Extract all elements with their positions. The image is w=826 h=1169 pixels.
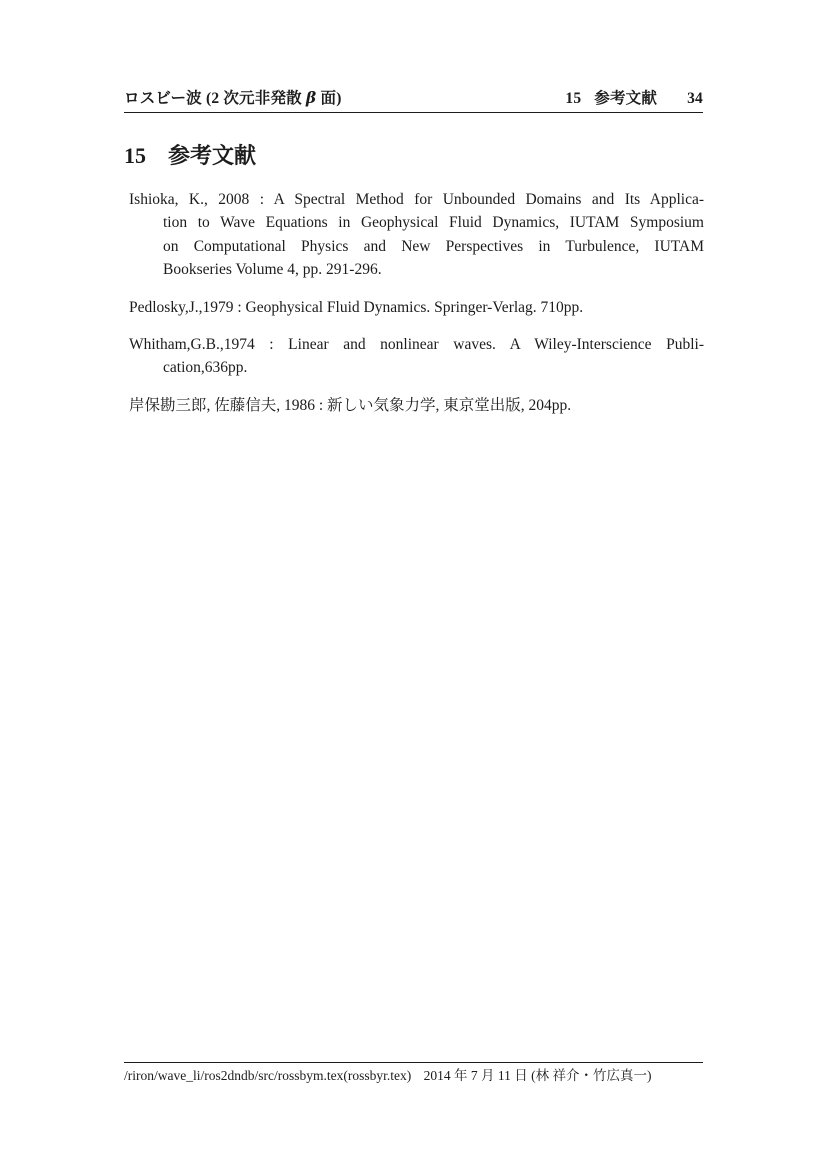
- running-head: [124, 86, 703, 108]
- reference-item-pedlosky: [124, 296, 704, 319]
- reference-line: Pedlosky,J.,1979 : Geophysical Fluid Dynamics. Springer-Verlag. 710pp.: [129, 298, 584, 316]
- reference-line: 岸保勘三郎, 佐藤信夫, 1986 : 新しい気象力学, 東京堂出版, 204pp.: [129, 396, 572, 414]
- section-title: 参考文献: [168, 143, 257, 168]
- reference-line: cation,636pp.: [163, 359, 248, 377]
- source-file-path: /riron/wave_li/ros2dndb/src/rossbym.tex(rossbyr.tex): [124, 1068, 412, 1083]
- reference-line: Bookseries Volume 4, pp. 291-296.: [163, 261, 382, 279]
- reference-line: on Computational Physics and New Perspectives in Turbulence, IUTAM: [163, 237, 704, 255]
- revision-date: 2014 年 7 月 11 日 (林 祥介・竹広真一): [423, 1068, 652, 1083]
- reference-item-whitham: [124, 333, 704, 380]
- running-head-section: [565, 86, 703, 108]
- running-head-title-pre: ロスビー波 (2 次元非発散: [124, 90, 306, 107]
- beta-symbol: β: [305, 88, 317, 107]
- page-number: 34: [687, 90, 703, 107]
- header-rule: [124, 112, 703, 113]
- reference-line: Ishioka, K., 2008 : A Spectral Method for Unbounded Domains and Its Applica-: [129, 191, 704, 208]
- running-head-section-number: 15: [565, 90, 582, 107]
- reference-line: tion to Wave Equations in Geophysical Fluid Dynamics, IUTAM Symposium: [163, 214, 704, 232]
- running-head-title-post: 面): [316, 90, 342, 107]
- footer-rule: [124, 1062, 703, 1063]
- section-number: 15: [124, 143, 146, 168]
- reference-line: Whitham,G.B.,1974 : Linear and nonlinear waves. A Wiley-Interscience Publi-: [129, 336, 704, 354]
- reference-item-kishibo: [124, 394, 704, 417]
- section-heading: [124, 139, 256, 170]
- running-head-title: [124, 86, 342, 108]
- reference-item-ishioka: [124, 188, 704, 282]
- reference-list: [124, 188, 704, 431]
- page-footer: [124, 1066, 714, 1086]
- running-head-section-title: 参考文献: [594, 90, 658, 107]
